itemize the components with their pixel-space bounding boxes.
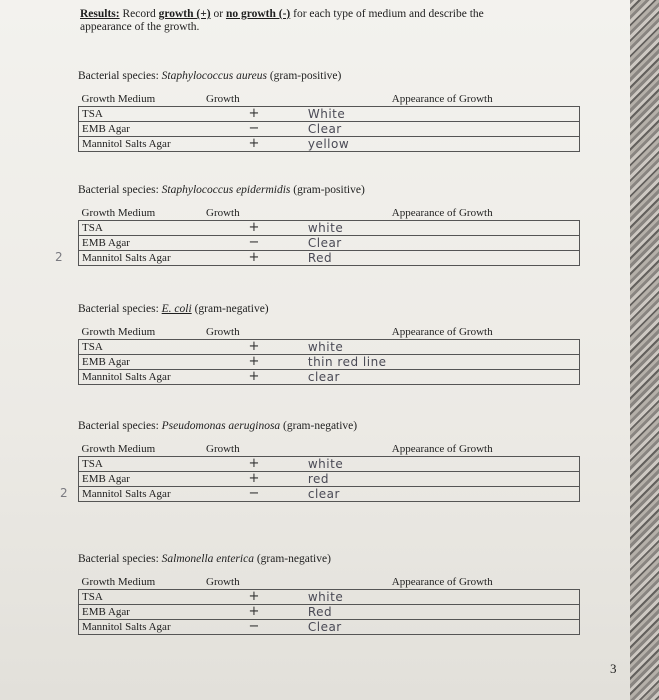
appearance-cell: white bbox=[305, 457, 580, 472]
results-instructions bbox=[80, 8, 510, 34]
table-row bbox=[79, 472, 580, 487]
background-fabric bbox=[630, 0, 659, 700]
species-label: Bacterial species: bbox=[78, 184, 159, 196]
growth-cell: + bbox=[203, 340, 305, 355]
margin-mark: 2 bbox=[55, 250, 63, 264]
col-appearance: Appearance of Growth bbox=[305, 206, 580, 221]
table-row bbox=[79, 122, 580, 137]
appearance-cell: red bbox=[305, 472, 580, 487]
growth-cell: + bbox=[203, 221, 305, 236]
col-growth: Growth bbox=[203, 575, 305, 590]
growth-cell: − bbox=[203, 620, 305, 635]
gram-stain: (gram-negative) bbox=[191, 303, 269, 315]
table-header-row bbox=[79, 206, 580, 221]
table-row bbox=[79, 457, 580, 472]
table-row bbox=[79, 137, 580, 152]
instructions-text-3: for each type of medium and describe the appearance of the growth. bbox=[80, 8, 484, 33]
growth-cell: + bbox=[203, 605, 305, 620]
growth-cell: + bbox=[203, 370, 305, 385]
table-row bbox=[79, 355, 580, 370]
species-heading bbox=[78, 303, 580, 315]
species-label: Bacterial species: bbox=[78, 70, 159, 82]
col-growth-medium: Growth Medium bbox=[79, 206, 204, 221]
results-table bbox=[78, 92, 580, 152]
growth-cell: + bbox=[203, 457, 305, 472]
growth-plus-label: growth (+) bbox=[158, 8, 211, 20]
growth-cell: + bbox=[203, 107, 305, 122]
col-growth-medium: Growth Medium bbox=[79, 92, 204, 107]
medium-cell: EMB Agar bbox=[79, 236, 204, 251]
col-appearance: Appearance of Growth bbox=[305, 92, 580, 107]
table-row bbox=[79, 370, 580, 385]
col-growth-medium: Growth Medium bbox=[79, 325, 204, 340]
species-label: Bacterial species: bbox=[78, 303, 159, 315]
results-table bbox=[78, 575, 580, 635]
species-label: Bacterial species: bbox=[78, 420, 159, 432]
medium-cell: TSA bbox=[79, 340, 204, 355]
species-name: Staphylococcus aureus bbox=[161, 70, 267, 82]
growth-cell: − bbox=[203, 487, 305, 502]
table-header-row bbox=[79, 442, 580, 457]
medium-cell: Mannitol Salts Agar bbox=[79, 370, 204, 385]
species-label: Bacterial species: bbox=[78, 553, 159, 565]
table-row bbox=[79, 251, 580, 266]
growth-cell: − bbox=[203, 236, 305, 251]
growth-cell: + bbox=[203, 472, 305, 487]
col-growth: Growth bbox=[203, 325, 305, 340]
medium-cell: Mannitol Salts Agar bbox=[79, 620, 204, 635]
table-row bbox=[79, 236, 580, 251]
growth-cell: + bbox=[203, 590, 305, 605]
results-table bbox=[78, 206, 580, 266]
results-table bbox=[78, 325, 580, 385]
instructions-text-1: Record bbox=[119, 8, 159, 20]
medium-cell: EMB Agar bbox=[79, 355, 204, 370]
instructions-text-2: or bbox=[210, 8, 226, 20]
medium-cell: EMB Agar bbox=[79, 122, 204, 137]
table-header-row bbox=[79, 92, 580, 107]
gram-stain: (gram-negative) bbox=[253, 553, 331, 565]
col-growth: Growth bbox=[203, 206, 305, 221]
col-appearance: Appearance of Growth bbox=[305, 442, 580, 457]
appearance-cell: Clear bbox=[305, 236, 580, 251]
medium-cell: TSA bbox=[79, 590, 204, 605]
appearance-cell: Clear bbox=[305, 122, 580, 137]
growth-cell: + bbox=[203, 251, 305, 266]
gram-stain: (gram-positive) bbox=[266, 70, 342, 82]
table-row bbox=[79, 605, 580, 620]
medium-cell: Mannitol Salts Agar bbox=[79, 137, 204, 152]
gram-stain: (gram-positive) bbox=[290, 184, 365, 196]
table-row bbox=[79, 340, 580, 355]
col-growth-medium: Growth Medium bbox=[79, 575, 204, 590]
growth-cell: + bbox=[203, 137, 305, 152]
appearance-cell: clear bbox=[305, 370, 580, 385]
species-section-s-aureus bbox=[78, 70, 580, 152]
medium-cell: EMB Agar bbox=[79, 605, 204, 620]
growth-cell: + bbox=[203, 355, 305, 370]
species-heading bbox=[78, 553, 580, 565]
species-section-s-enterica bbox=[78, 553, 580, 635]
species-heading bbox=[78, 420, 580, 432]
species-section-s-epidermidis bbox=[78, 184, 580, 266]
medium-cell: EMB Agar bbox=[79, 472, 204, 487]
appearance-cell: white bbox=[305, 590, 580, 605]
appearance-cell: thin red line bbox=[305, 355, 580, 370]
page-number: 3 bbox=[610, 661, 617, 676]
gram-stain: (gram-negative) bbox=[280, 420, 358, 432]
growth-cell: − bbox=[203, 122, 305, 137]
medium-cell: TSA bbox=[79, 107, 204, 122]
appearance-cell: clear bbox=[305, 487, 580, 502]
margin-mark: 2 bbox=[60, 486, 68, 500]
table-row bbox=[79, 620, 580, 635]
medium-cell: Mannitol Salts Agar bbox=[79, 487, 204, 502]
col-growth: Growth bbox=[203, 92, 305, 107]
table-row bbox=[79, 221, 580, 236]
table-header-row bbox=[79, 575, 580, 590]
species-name: Pseudomonas aeruginosa bbox=[161, 420, 281, 432]
table-row bbox=[79, 590, 580, 605]
medium-cell: TSA bbox=[79, 221, 204, 236]
col-appearance: Appearance of Growth bbox=[305, 575, 580, 590]
appearance-cell: white bbox=[305, 221, 580, 236]
table-header-row bbox=[79, 325, 580, 340]
col-growth: Growth bbox=[203, 442, 305, 457]
species-heading bbox=[78, 184, 580, 196]
appearance-cell: yellow bbox=[305, 137, 580, 152]
growth-minus-label: no growth (-) bbox=[225, 8, 291, 20]
species-section-p-aeruginosa bbox=[78, 420, 580, 502]
species-section-e-coli bbox=[78, 303, 580, 385]
results-label: Results: bbox=[80, 8, 120, 20]
appearance-cell: Red bbox=[305, 251, 580, 266]
species-name: E. coli bbox=[161, 303, 192, 315]
appearance-cell: White bbox=[305, 107, 580, 122]
species-heading bbox=[78, 70, 580, 82]
species-name: Staphylococcus epidermidis bbox=[161, 184, 291, 196]
table-row bbox=[79, 107, 580, 122]
appearance-cell: Red bbox=[305, 605, 580, 620]
medium-cell: TSA bbox=[79, 457, 204, 472]
appearance-cell: Clear bbox=[305, 620, 580, 635]
results-table bbox=[78, 442, 580, 502]
appearance-cell: white bbox=[305, 340, 580, 355]
col-growth-medium: Growth Medium bbox=[79, 442, 204, 457]
species-name: Salmonella enterica bbox=[161, 553, 254, 565]
medium-cell: Mannitol Salts Agar bbox=[79, 251, 204, 266]
col-appearance: Appearance of Growth bbox=[305, 325, 580, 340]
table-row bbox=[79, 487, 580, 502]
